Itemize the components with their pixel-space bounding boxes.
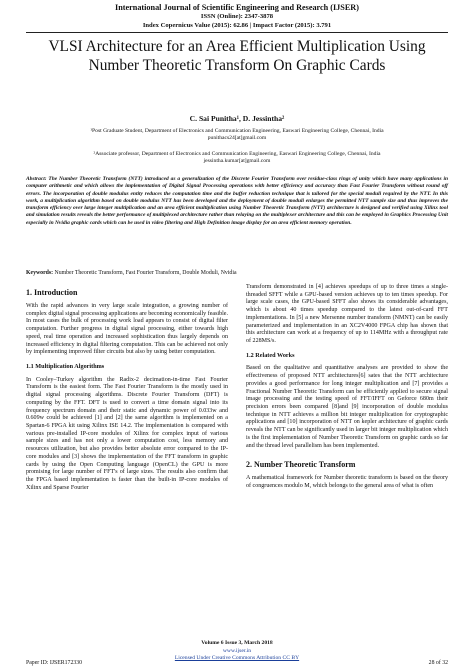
journal-index: Index Copernicus Value (2015): 62.86 | Impact Factor (2015): 3.791 xyxy=(142,22,332,29)
journal-issn: ISSN (Online): 2347-3878 xyxy=(200,13,274,20)
subsection-heading-related-works: 1.2 Related Works xyxy=(246,351,295,359)
footer-page-number: 28 of 32 xyxy=(428,660,448,666)
keywords-label: Keywords: xyxy=(26,270,54,276)
related-works-paragraph: Based on the qualitative and quantitative analyses are provided to show the effectiveness of proposed NTT architectures[6] sates that the NTT architecture provides a good performance for long integer multiplication and [7] provides a Fractional Number Theoretic Transform can be efficiently applied to secure signal image processing and the testing speed of FFT/IFFT on Geforce 680m their precision errors been compared [8]and [9] incorporation of double modulus technique in NTT achieves a million bit integer multiplication for cryptographic applications and [10] incorporation of NTT on kepler architecture of graphic cards reveals the NTT can be significantly used in larger bit integer multiplication which is the first implementation of Number Theoretic Transform on graphic cards so far and the thread level parallelism has been implemented. xyxy=(246,365,448,449)
affiliation-1-email: punithacs24[at]gmail.com xyxy=(207,135,267,142)
journal-name: International Journal of Scientific Engineering and Research (IJSER) xyxy=(115,3,359,12)
transform-paragraph: Transform demonstrated in [4] achieves speedups of up to three times a single-threaded SFFT while a GPU-based version achieves up to ten times speedup. For large scale cases, the GPU-based SFFT also shows its considerable advantages, which is about 40 times speedup compared to the latest out-of-card FFT implementations. In [5] a new Mersenne number transform (NMNT) can be easily parameterized and implementation in an XC2V4000 FPGA chip has shown that this architecture can work at a frequency of up to 114MHz with a throughput rate of 228MS/s. xyxy=(246,284,448,345)
footer-paper-id: Paper ID: IJSER172330 xyxy=(26,660,83,666)
affiliation-2-text: ²Associate professor, Department of Electronics and Communication Engineering, Easwari Engineering College, Chennai, India xyxy=(93,151,381,157)
intro-paragraph: With the rapid advances in very large scale integration, a growing number of complex digital signal processing applications are becoming economically feasible. In most cases the bulk of processing work load appears to consist of digital filter computation. Further progress in digital signal processing, either towards high speed, real time operation and increased sophistication thus largely depends on increased efficiency in digital filtering computation. This can be achieved not only by implementing improved filter circuits but also by using better computation. xyxy=(26,303,229,356)
footer-volume: Volume 6 Issue 3, March 2018 xyxy=(201,640,273,646)
left-column xyxy=(26,284,228,492)
footer-license-link[interactable]: Licensed Under Creative Commons Attribution CC BY xyxy=(174,655,300,661)
section-heading-ntt: 2. Number Theoretic Transform xyxy=(246,460,356,470)
affiliation-1 xyxy=(26,128,448,142)
affiliation-2-email: jessintha.kumar[at]gmail.com xyxy=(203,158,271,165)
multiplication-paragraph: In Cooley–Turkey algorithm the Radix-2 decimation-in-time Fast Fourier Transform is the easiest form. The Fast Fourier Transform is the mostly used in digital signal processing algorithms. Discrete Fourier Transform (DFT) is computing by the FFT. DFT is used to convert a time domain signal into its frequency spectrum domain and their static and dynamic power of 0.033w and 0.609w could be achieved [1] and [2] the same algorithm is implemented on a Spartan-6 FPGA kit using Xilinx ISE 14.2. The implementation is compared with various pre-installed IP-core modules of Xilinx for complex input of various sample sizes and has not only a lower computation cost, less memory and resources utilization, but also provides better absolute error compared to the IP-core modules and [3] shows the implementation of the FFT transform in graphic cards by using the Open Computing language (OpenCL) the GPU is more promising for large number of FFT's of large sizes. The results also confirm that the FPGA based implementation is faster than the built-in IP-core modules of Xilinx and Sparse Fourier xyxy=(26,376,228,491)
affiliation-1-text: ¹Post Graduate Student, Department of Electronics and Communication Engineering, Easwari Engineering College, Chennai, India xyxy=(90,128,384,134)
abstract: Abstract: The Number Theoretic Transform (NTT) introduced as a generalization of the Discrete Fourier Transform over residue-class rings of unity which have many applications in computer arithmetic and which allows the implementation of Digital Signal Processing operations with better efficiency and accuracy than Fast Fourier Transform without round off errors. The incorporation of double modulus entity reduces the computation time and the buffer reduction technique that is tailored for the special moduli required by the NTT. In this work, a multiplication algorithm based on double modulus NTT has been developed and the deployment of double moduli enlarges the permitted NTT sample size and thus improves the transform efficiency over large integer multiplication and an area efficient multiplication using Number Theoretic Transform (NTT) architecture is designed and verified using Xilinx tool and simulation results reveals the better performance of multiplexed architecture rather than relaying on the multiplexer architecture and this can be employed in Graphics Processing Unit especially in Nvidia graphic cards which can be used in video filtering and High Definition image display for an area efficient memory operation. xyxy=(26,176,448,226)
paper-title: VLSI Architecture for an Area Efficient Multiplication Using Number Theoretic Transform On Graphic Cards xyxy=(48,38,426,74)
affiliation-2 xyxy=(26,151,448,165)
footer-website-link[interactable]: www.ijser.in xyxy=(222,648,252,654)
keywords xyxy=(26,270,448,277)
section-heading-introduction: 1. Introduction xyxy=(26,288,78,297)
keywords-text: Number Theoretic Transform, Fast Fourier Transform, Double Moduli, Nvidia xyxy=(54,270,237,276)
paper-authors: C. Sai Punitha¹, D. Jessintha² xyxy=(189,114,285,123)
ntt-paragraph: A mathematical framework for Number theoretic transform is based on the theory of congruences modulo M, which belongs to the general area of what is often xyxy=(246,475,448,489)
subsection-heading-multiplication: 1.1 Multiplication Algorithms xyxy=(26,363,105,371)
right-column xyxy=(246,284,448,491)
header-divider xyxy=(26,32,448,33)
